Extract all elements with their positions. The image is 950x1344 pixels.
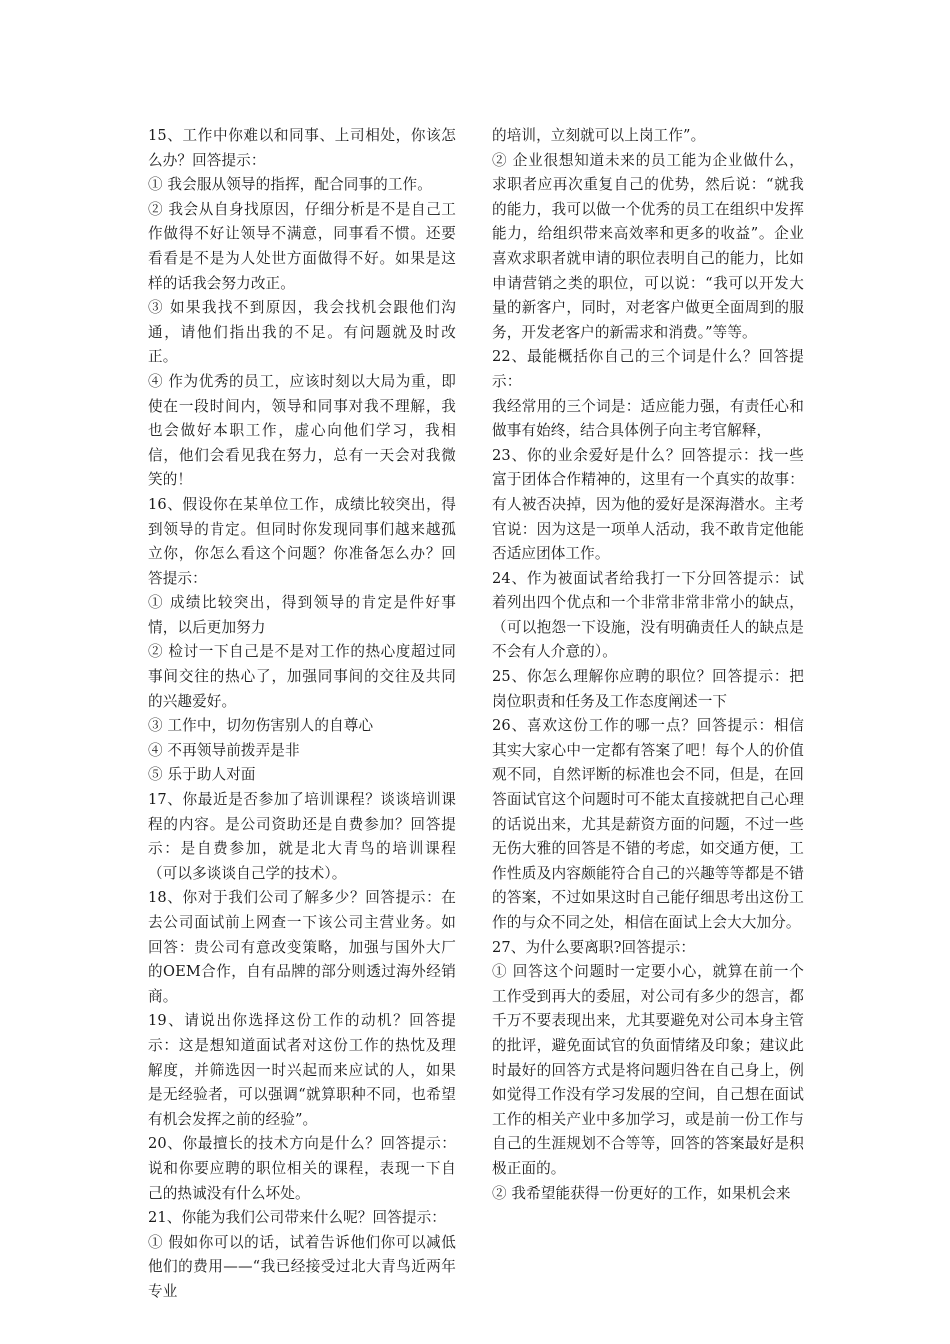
paragraph: ④ 不再领导前拨弄是非 (148, 741, 300, 759)
paragraph: ② 企业很想知道未来的员工能为企业做什么，求职者应再次重复自己的优势，然后说：“就我的能力，我可以做一个优秀的员工在组织中发挥能力，给组织带来高效率和更多的收益”。企业喜欢求职者就申请的职位表明自己的能力，比如申请营销之类的职位，可以说：“我可以开发大量的新客户，同时，对老客户做更全面周到的服务，开发老客户的新需求和消费。”等等。 (492, 151, 804, 341)
paragraph: 20、你最擅长的技术方向是什么？回答提示：说和你要应聘的职位相关的课程，表现一下自己的热诚没有什么坏处。 (148, 1135, 456, 1202)
paragraph: 我经常用的三个词是：适应能力强，有责任心和做事有始终，结合具体例子向主考官解释， (492, 397, 804, 440)
paragraph: 22、最能概括你自己的三个词是什么？回答提示： (492, 348, 804, 390)
paragraph: 21、你能为我们公司带来什么呢？回答提示： (148, 1209, 446, 1227)
paragraph: ② 我希望能获得一份更好的工作，如果机会来 (492, 1184, 791, 1202)
paragraph: 26、喜欢这份工作的哪一点？回答提示：相信其实大家心中一定都有答案了吧！每个人的价值观不同，自然评断的标准也会不同，但是，在回答面试官这个问题时可不能太直接就把自己心理的话说出来，尤其是薪资方面的问题，不过一些无伤大雅的回答是不错的考虑，如交通方便，工作性质及内容颇能符合自己的兴趣等等都是不错的答案，不过如果这时自己能仔细思考出这份工作的与众不同之处，相信在面试上会大大加分。 (492, 717, 804, 931)
right-column (492, 124, 804, 1206)
paragraph: 23、你的业余爱好是什么？回答提示：找一些富于团体合作精神的，这里有一个真实的故事：有人被否决掉，因为他的爱好是深海潜水。主考官说：因为这是一项单人活动，我不敢肯定他能否适应团体工作。 (492, 446, 804, 563)
paragraph: ③ 如果我找不到原因，我会找机会跟他们沟通，请他们指出我的不足。有问题就及时改正。 (148, 299, 456, 366)
paragraph: ③ 工作中，切勿伤害别人的自尊心 (148, 717, 374, 735)
paragraph: ① 假如你可以的话，试着告诉他们你可以减低他们的费用——“我已经接受过北大青鸟近两年专业 (148, 1233, 456, 1300)
paragraph: 27、为什么要离职?回答提示： (492, 938, 696, 956)
paragraph: ④ 作为优秀的员工，应该时刻以大局为重，即使在一段时间内，领导和同事对我不理解，我也会做好本职工作，虚心向他们学习，我相信，他们会看见我在努力，总有一天会对我微笑的！ (148, 372, 456, 489)
paragraph: 15、工作中你难以和同事、上司相处，你该怎么办？回答提示： (148, 127, 456, 169)
paragraph: ① 我会服从领导的指挥，配合同事的工作。 (148, 176, 432, 194)
paragraph: ② 我会从自身找原因，仔细分析是不是自己工作做得不好让领导不满意，同事看不惯。还要看看是不是为人处世方面做得不好。如果是这样的话我会努力改正。 (148, 200, 456, 292)
paragraph: 18、你对于我们公司了解多少？回答提示：在去公司面试前上网查一下该公司主营业务。如回答：贵公司有意改变策略，加强与国外大厂的OEM合作，自有品牌的部分则透过海外经销商。 (148, 889, 456, 1005)
paragraph: ⑤ 乐于助人对面 (148, 766, 256, 784)
paragraph: 17、你最近是否参加了培训课程？谈谈培训课程的内容。是公司资助还是自费参加？回答提示：是自费参加，就是北大青鸟的培训课程（可以多谈谈自己学的技术）。 (148, 791, 456, 882)
paragraph: 19、请说出你选择这份工作的动机？回答提示：这是想知道面试者对这份工作的热忱及理解度，并筛选因一时兴起而来应试的人，如果是无经验者，可以强调“就算职种不同，也希望有机会发挥之前的经验”。 (148, 1012, 456, 1128)
paragraph: ② 检讨一下自己是不是对工作的热心度超过同事间交往的热心了，加强同事间的交往及共同的兴趣爱好。 (148, 643, 456, 710)
paragraph: 24、作为被面试者给我打一下分回答提示：试着列出四个优点和一个非常非常非常小的缺点，（可以抱怨一下设施，没有明确责任人的缺点是不会有人介意的）。 (492, 569, 804, 661)
left-column (148, 124, 456, 1305)
paragraph: ① 成绩比较突出，得到领导的肯定是件好事情，以后更加努力 (148, 594, 456, 636)
paragraph: ① 回答这个问题时一定要小心，就算在前一个工作受到再大的委屈，对公司有多少的怨言，都千万不要表现出来，尤其要避免对公司本身主管的批评，避免面试官的负面情绪及印象；建议此时最好的回答方式是将问题归咎在自己身上，例如觉得工作没有学习发展的空间，自己想在面试工作的相关产业中多加学习，或是前一份工作与自己的生涯规划不合等等，回答的答案最好是积极正面的。 (492, 963, 804, 1177)
paragraph: 的培训，立刻就可以上岗工作”。 (492, 127, 706, 144)
paragraph: 25、你怎么理解你应聘的职位？回答提示：把岗位职责和任务及工作态度阐述一下 (492, 668, 804, 710)
paragraph: 16、假设你在某单位工作，成绩比较突出，得到领导的肯定。但同时你发现同事们越来越孤立你，你怎么看这个问题？你准备怎么办？回答提示： (148, 495, 456, 587)
